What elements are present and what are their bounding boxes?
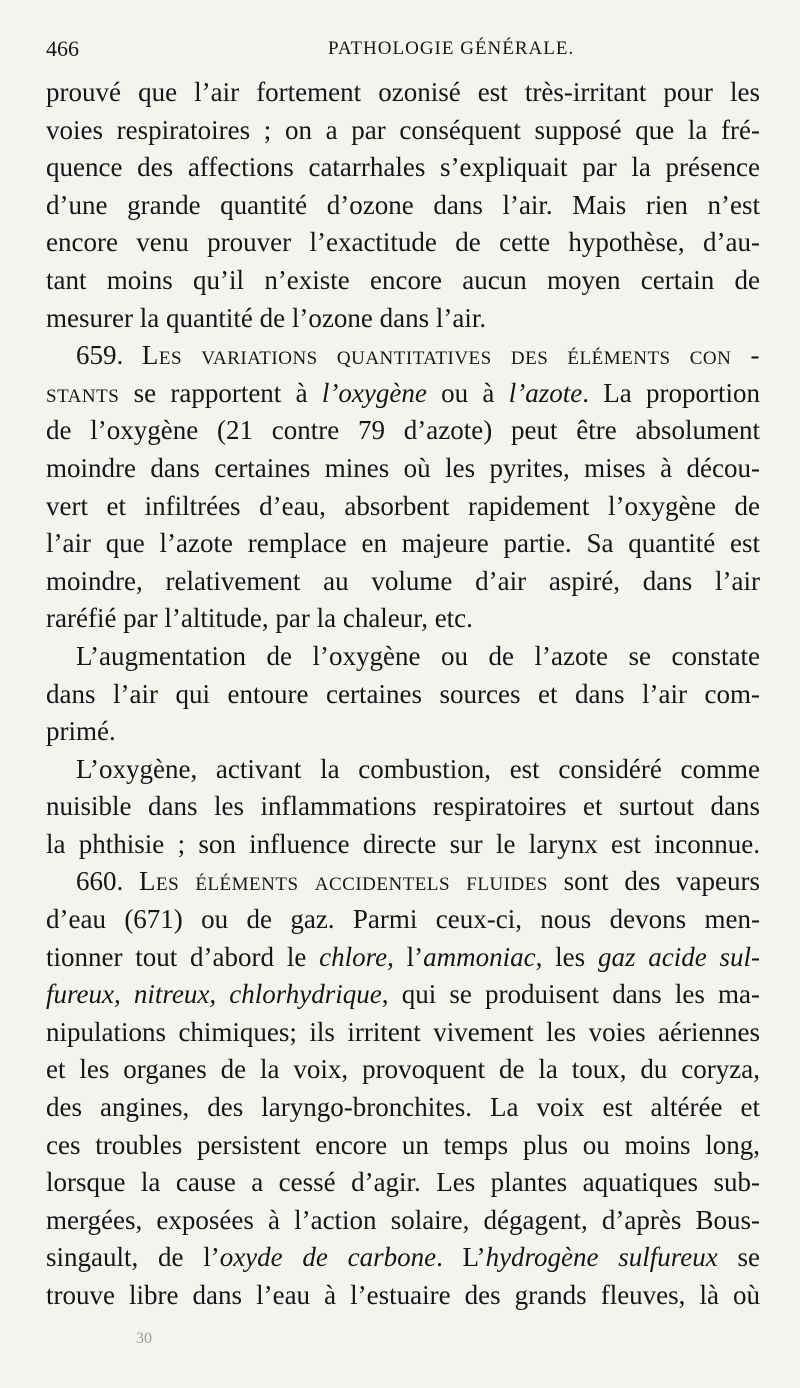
body-text (46, 74, 760, 1315)
text-line: primé. (46, 716, 116, 747)
text-line: prouvé que l’air fortement ozonisé est très-irritant pour les (46, 77, 760, 107)
text-line: vert et infiltrées d’eau, absorbent rapidement l’oxygène de (46, 490, 760, 521)
page-number: 466 (46, 36, 79, 61)
text-line (46, 1239, 760, 1277)
text-run: sont des vapeurs (547, 866, 761, 897)
text-line: d’une grande quantité d’ozone dans l’air. Mais rien n’est (46, 189, 760, 220)
section-heading: Les éléments accidentels fluides (138, 866, 548, 897)
italic-term: oxyde de carbone (219, 1242, 437, 1273)
text-line: raréfié par l’altitude, par la chaleur, etc. (46, 603, 473, 634)
italic-term: gaz acide sul- (597, 941, 760, 972)
paragraph-659-line (46, 337, 760, 375)
signature-mark: 30 (136, 1330, 152, 1347)
text-line: trouve libre dans l’eau à l’estuaire des grands fleuves, là où (46, 1280, 760, 1310)
paragraph-660-line (46, 863, 760, 901)
text-run: . L’ (436, 1242, 486, 1273)
text-line: l’air que l’azote remplace en majeure partie. Sa quantité est (46, 528, 760, 559)
text-run: , qui se produisent dans les ma- (381, 979, 760, 1010)
text-line (46, 939, 760, 977)
text-line: mesurer la quantité de l’ozone dans l’air. (46, 302, 487, 333)
italic-term: l’azote (508, 377, 583, 408)
running-title: PATHOLOGIE GÉNÉRALE. (328, 38, 575, 59)
text-line: encore venu prouver l’exactitude de cette hypothèse, d’au- (46, 227, 760, 258)
text-line: nipulations chimiques; ils irritent vivement les voies aériennes (46, 1016, 760, 1047)
text-line: L’augmentation de l’oxygène ou de l’azote se constate (76, 640, 760, 671)
text-run: singault, de l’ (46, 1242, 220, 1273)
italic-term: l’oxygène (321, 377, 427, 408)
text-line: lorsque la cause a cessé d’agir. Les plantes aquatiques sub- (46, 1167, 760, 1198)
text-line (46, 976, 760, 1014)
text-line: dans l’air qui entoure certaines sources et dans l’air com- (46, 678, 760, 709)
text-run: . La proportion (582, 377, 761, 408)
page-header (46, 36, 754, 66)
text-run: se (717, 1242, 760, 1273)
text-line: quence des affections catarrhales s’expliquait par la présence (46, 152, 760, 183)
text-line: L’oxygène, activant la combustion, est considéré comme (76, 753, 760, 784)
text-line: des angines, des laryngo-bronchites. La voix est altérée et (46, 1092, 760, 1123)
text-line: ces troubles persistent encore un temps plus ou moins long, (46, 1129, 760, 1160)
section-heading: Les variations quantitatives des éléments con - (141, 340, 760, 371)
paragraph-number: 659. (76, 340, 124, 371)
text-line (46, 375, 760, 413)
paragraph-number: 660. (76, 866, 124, 897)
text-run: tionner tout d’abord le (46, 941, 320, 972)
text-run: , l’ (387, 941, 424, 972)
italic-term: fureux, nitreux, chlorhydrique (46, 979, 382, 1010)
italic-term: ammoniac (423, 941, 536, 972)
text-run: , les (535, 941, 598, 972)
text-line: moindre dans certaines mines où les pyrites, mises à décou- (46, 452, 760, 483)
text-line: et les organes de la voix, provoquent de la toux, du coryza, (46, 1054, 760, 1085)
text-line: de l’oxygène (21 contre 79 d’azote) peut être absolument (46, 415, 760, 446)
text-line: nuisible dans les inflammations respiratoires et surtout dans (46, 791, 760, 822)
text-run: se rapportent à (119, 377, 322, 408)
text-line: la phthisie ; son influence directe sur le larynx est inconnue. (46, 828, 760, 859)
text-run: ou à (426, 377, 509, 408)
text-line: tant moins qu’il n’existe encore aucun moyen certain de (46, 264, 760, 295)
text-line: moindre, relativement au volume d’air aspiré, dans l’air (46, 565, 760, 596)
text-line: d’eau (671) ou de gaz. Parmi ceux-ci, nous devons men- (46, 904, 760, 935)
italic-term: hydrogène sulfureux (485, 1242, 718, 1273)
text-line: mergées, exposées à l’action solaire, dégagent, d’après Bous- (46, 1204, 760, 1235)
italic-term: chlore (319, 941, 388, 972)
text-line: voies respiratoires ; on a par conséquent supposé que la fré- (46, 114, 760, 145)
section-heading-cont: stants (46, 377, 120, 408)
